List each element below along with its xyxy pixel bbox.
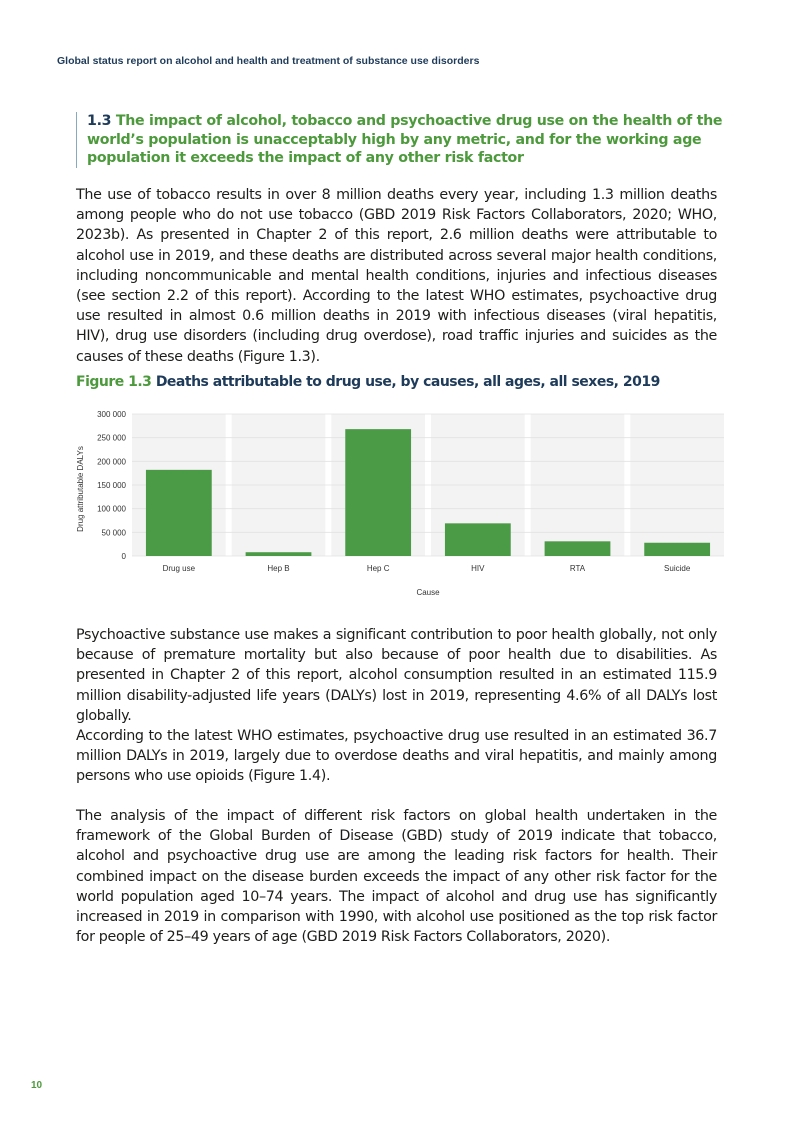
figure-title [76, 374, 660, 390]
x-tick-label: HIV [471, 564, 485, 573]
y-tick-label: 50 000 [101, 528, 126, 538]
bar-suicide [644, 543, 710, 556]
x-tick-label: Suicide [664, 564, 691, 573]
bar-chart [70, 402, 740, 602]
x-tick-label: Drug use [162, 564, 196, 573]
page-number: 10 [31, 1080, 43, 1091]
y-tick-label: 200 000 [97, 457, 126, 467]
section-number: 1.3 [87, 113, 112, 129]
bar-drug-use [146, 470, 212, 556]
x-tick-label: Hep B [267, 564, 290, 573]
y-tick-label: 0 [121, 552, 126, 561]
paragraph-1: The use of tobacco results in over 8 million deaths every year, including 1.3 million deaths among people who do not use tobacco (GBD 2019 Risk Factors Collaborators, 2020; WHO, 2023b). As presented in Chapter 2 of this report, 2.6 million deaths were attributable to alcohol use in 2019, and these deaths are distributed across several major health conditions, including noncommunicable and mental health conditions, injuries and infectious diseases (see section 2.2 of this report). According to the latest WHO estimates, psychoactive drug use resulted in almost 0.6 million deaths in 2019 with infectious diseases (viral hepatitis, HIV), drug use disorders (including drug overdose), road traffic injuries and suicides as the causes of these deaths (Figure 1.3). [76, 187, 717, 365]
bar-hep-b [246, 552, 312, 556]
x-axis-title: Cause [416, 588, 440, 597]
x-tick-label: RTA [569, 564, 586, 573]
y-tick-label: 300 000 [97, 410, 126, 419]
paragraph-4: The analysis of the impact of different risk factors on global health undertaken in the framework of the Global Burden of Disease (GBD) study of 2019 indicate that tobacco, alcohol and psychoactive drug use are among the leading risk factors for health. Their combined impact on the disease burden exceeds the impact of any other risk factor for the world population aged 10–74 years. The impact of alcohol and drug use has significantly increased in 2019 in comparison with 1990, with alcohol use positioned as the top risk factor for people of 25–49 years of age (GBD 2019 Risk Factors Collaborators, 2020). [76, 808, 717, 946]
y-axis-title: Drug attributable DALYs [76, 446, 85, 532]
figure-number: Figure 1.3 [76, 374, 152, 390]
running-header: Global status report on alcohol and health and treatment of substance use disorders [57, 55, 480, 67]
x-tick-label: Hep C [366, 564, 390, 573]
section-heading [76, 112, 727, 168]
y-tick-label: 150 000 [97, 481, 126, 490]
y-tick-label: 100 000 [97, 504, 126, 514]
bar-hep-c [345, 429, 411, 556]
section-title: The impact of alcohol, tobacco and psychoactive drug use on the health of the world’s population is unacceptably high by any metric, and for the working age population it exceeds the impact of any other risk factor [87, 113, 723, 166]
paragraph-2: Psychoactive substance use makes a significant contribution to poor health globally, not only because of premature mortality but also because of poor health due to disabilities. As presented in Chapter 2 of this report, alcohol consumption resulted in an estimated 115.9 million disability-adjusted life years (DALYs) lost in 2019, representing 4.6% of all DALYs lost globally. [76, 627, 717, 724]
y-tick-label: 250 000 [97, 433, 126, 443]
bar-rta [545, 541, 611, 556]
bar-hiv [445, 523, 511, 556]
paragraph-3: According to the latest WHO estimates, psychoactive drug use resulted in an estimated 36.7 million DALYs in 2019, largely due to overdose deaths and viral hepatitis, and mainly among persons who use opioids (Figure 1.4). [76, 728, 717, 785]
figure-caption: Deaths attributable to drug use, by causes, all ages, all sexes, 2019 [155, 374, 660, 390]
